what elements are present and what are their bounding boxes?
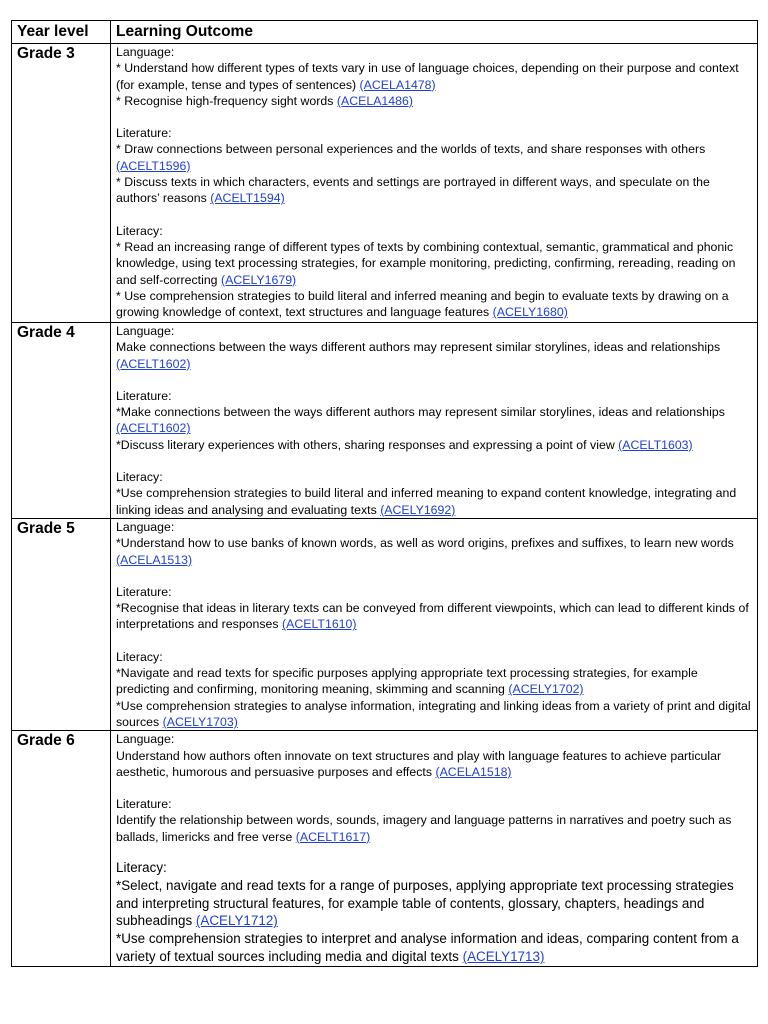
outcome-item xyxy=(116,930,753,966)
outcome-text: Identify the relationship between words, sounds, imagery and language patterns in narratives and poetry such as ballads, limericks and free verse xyxy=(116,813,732,844)
outcome-text: *Use comprehension strategies to interpret and analyse information and ideas, comparing content from a variety of textual sources including media and digital texts xyxy=(116,931,739,965)
section-heading: Literacy: xyxy=(116,649,163,664)
outcome-item xyxy=(116,812,753,845)
curriculum-code-link[interactable]: (ACELT1610) xyxy=(282,617,357,632)
grade-label: Grade 4 xyxy=(12,323,111,519)
curriculum-code-link[interactable]: (ACELT1602) xyxy=(116,421,191,436)
curriculum-code-link[interactable]: (ACELA1478) xyxy=(359,77,436,92)
outcome-section xyxy=(116,44,753,109)
outcome-text: * Understand how different types of texts vary in use of language choices, depending on their purpose and context (for example, tense and types of sentences) xyxy=(116,61,739,92)
curriculum-code-link[interactable]: (ACELT1594) xyxy=(210,191,285,206)
table-row xyxy=(12,519,758,731)
table-row xyxy=(12,44,758,323)
section-heading: Literature: xyxy=(116,797,172,812)
outcome-item xyxy=(116,404,753,437)
outcome-cell xyxy=(111,323,758,519)
section-spacer xyxy=(116,453,753,469)
curriculum-code-link[interactable]: (ACELY1703) xyxy=(162,714,238,729)
header-learning-outcome: Learning Outcome xyxy=(111,21,758,44)
curriculum-code-link[interactable]: (ACELT1596) xyxy=(116,158,191,173)
section-heading: Language: xyxy=(116,732,175,747)
section-heading: Literacy: xyxy=(116,860,167,876)
curriculum-code-link[interactable]: (ACELY1680) xyxy=(492,305,568,320)
outcome-section xyxy=(116,519,753,568)
curriculum-code-link[interactable]: (ACELT1617) xyxy=(295,829,371,844)
curriculum-code-link[interactable]: (ACELA1518) xyxy=(435,764,512,779)
section-heading: Language: xyxy=(116,45,175,59)
curriculum-code-link[interactable]: (ACELT1602) xyxy=(116,356,191,371)
outcome-text: Make connections between the ways different authors may represent similar storylines, ideas and relationships xyxy=(116,340,721,355)
outcome-text: * Discuss texts in which characters, events and settings are portrayed in different ways, and speculate on the authors’ reasons xyxy=(116,175,710,206)
outcome-text: *Select, navigate and read texts for a range of purposes, applying appropriate text processing strategies and interpreting structural features, for example table of contents, glossary, chapters, headings and subheadings xyxy=(116,877,734,929)
outcome-item xyxy=(116,339,753,372)
outcome-item xyxy=(116,535,753,568)
outcome-cell xyxy=(111,731,758,967)
outcome-text: *Use comprehension strategies to build literal and inferred meaning to expand content knowledge, integrating and linking ideas and analysing and evaluating texts xyxy=(116,486,737,517)
outcome-item xyxy=(116,437,753,453)
section-spacer xyxy=(116,372,753,388)
curriculum-code-link[interactable]: (ACELY1712) xyxy=(195,913,278,929)
outcome-cell xyxy=(111,44,758,323)
section-heading: Literacy: xyxy=(116,223,163,238)
outcome-text: *Make connections between the ways different authors may represent similar storylines, ideas and relationships xyxy=(116,405,725,420)
grade-label: Grade 5 xyxy=(12,519,111,731)
outcome-text: * Recognise high-frequency sight words xyxy=(116,93,334,108)
section-heading: Literature: xyxy=(116,126,172,141)
outcome-section xyxy=(116,633,753,730)
learning-outcomes-table xyxy=(11,20,758,967)
outcome-item xyxy=(116,60,753,93)
outcome-item xyxy=(116,600,753,633)
section-spacer xyxy=(116,207,753,223)
curriculum-code-link[interactable]: (ACELY1679) xyxy=(220,272,297,287)
grade-label: Grade 6 xyxy=(12,731,111,967)
table-row xyxy=(12,323,758,519)
outcome-text: *Use comprehension strategies to analyse information, integrating and linking ideas from a variety of print and digital sources xyxy=(116,698,751,729)
outcome-item xyxy=(116,239,753,288)
outcome-item xyxy=(116,748,753,781)
table-row xyxy=(12,731,758,967)
curriculum-code-link[interactable]: (ACELA1513) xyxy=(116,552,193,567)
section-spacer xyxy=(116,845,753,859)
outcome-section xyxy=(116,568,753,633)
section-heading: Literacy: xyxy=(116,470,163,485)
section-spacer xyxy=(116,568,753,584)
section-spacer xyxy=(116,780,753,796)
curriculum-code-link[interactable]: (ACELA1486) xyxy=(336,93,413,108)
outcome-section xyxy=(116,323,753,372)
outcome-section xyxy=(116,780,753,845)
section-spacer xyxy=(116,633,753,649)
curriculum-code-link[interactable]: (ACELY1692) xyxy=(380,502,456,517)
outcome-text: * Use comprehension strategies to build literal and inferred meaning and begin to evaluate texts by drawing on a growing knowledge of context, text structures and language features xyxy=(116,288,729,320)
outcome-item xyxy=(116,174,753,207)
outcome-cell xyxy=(111,519,758,731)
outcome-section xyxy=(116,207,753,321)
section-heading: Literature: xyxy=(116,388,172,403)
outcome-text: *Recognise that ideas in literary texts can be conveyed from different viewpoints, which can lead to different kinds of interpretations and responses xyxy=(116,601,749,632)
outcome-item xyxy=(116,877,753,930)
table-header-row xyxy=(12,21,758,44)
section-spacer xyxy=(116,109,753,125)
outcome-text: Understand how authors often innovate on text structures and play with language features to achieve particular aesthetic, humorous and persuasive purposes and effects xyxy=(116,748,722,779)
outcome-item xyxy=(116,485,753,518)
outcome-section xyxy=(116,845,753,966)
outcome-section xyxy=(116,731,753,780)
outcome-text: *Discuss literary experiences with others, sharing responses and expressing a point of view xyxy=(116,437,615,452)
section-heading: Literature: xyxy=(116,584,172,599)
outcome-item xyxy=(116,698,753,731)
outcome-text: *Understand how to use banks of known words, as well as word origins, prefixes and suffixes, to learn new words xyxy=(116,536,734,551)
outcome-item xyxy=(116,665,753,698)
outcome-text: *Navigate and read texts for specific purposes applying appropriate text processing strategies, for example predicting and confirming, monitoring meaning, skimming and scanning xyxy=(116,666,698,697)
outcome-text: * Read an increasing range of different types of texts by combining contextual, semantic, grammatical and phonic knowledge, using text processing strategies, for example monitoring, predicting, confirming, rereading, reading on and self-correcting xyxy=(116,239,736,287)
curriculum-code-link[interactable]: (ACELY1702) xyxy=(508,682,584,697)
section-heading: Language: xyxy=(116,520,175,534)
outcome-text: * Draw connections between personal experiences and the worlds of texts, and share responses with others xyxy=(116,142,706,157)
header-year-level: Year level xyxy=(12,21,111,44)
outcome-item xyxy=(116,288,753,321)
curriculum-code-link[interactable]: (ACELT1603) xyxy=(618,437,693,452)
outcome-section xyxy=(116,372,753,453)
outcome-section xyxy=(116,109,753,206)
section-heading: Language: xyxy=(116,324,175,338)
outcome-item xyxy=(116,141,753,174)
curriculum-code-link[interactable]: (ACELY1713) xyxy=(462,949,545,965)
grade-label: Grade 3 xyxy=(12,44,111,323)
outcome-item xyxy=(116,93,753,109)
outcome-section xyxy=(116,453,753,518)
